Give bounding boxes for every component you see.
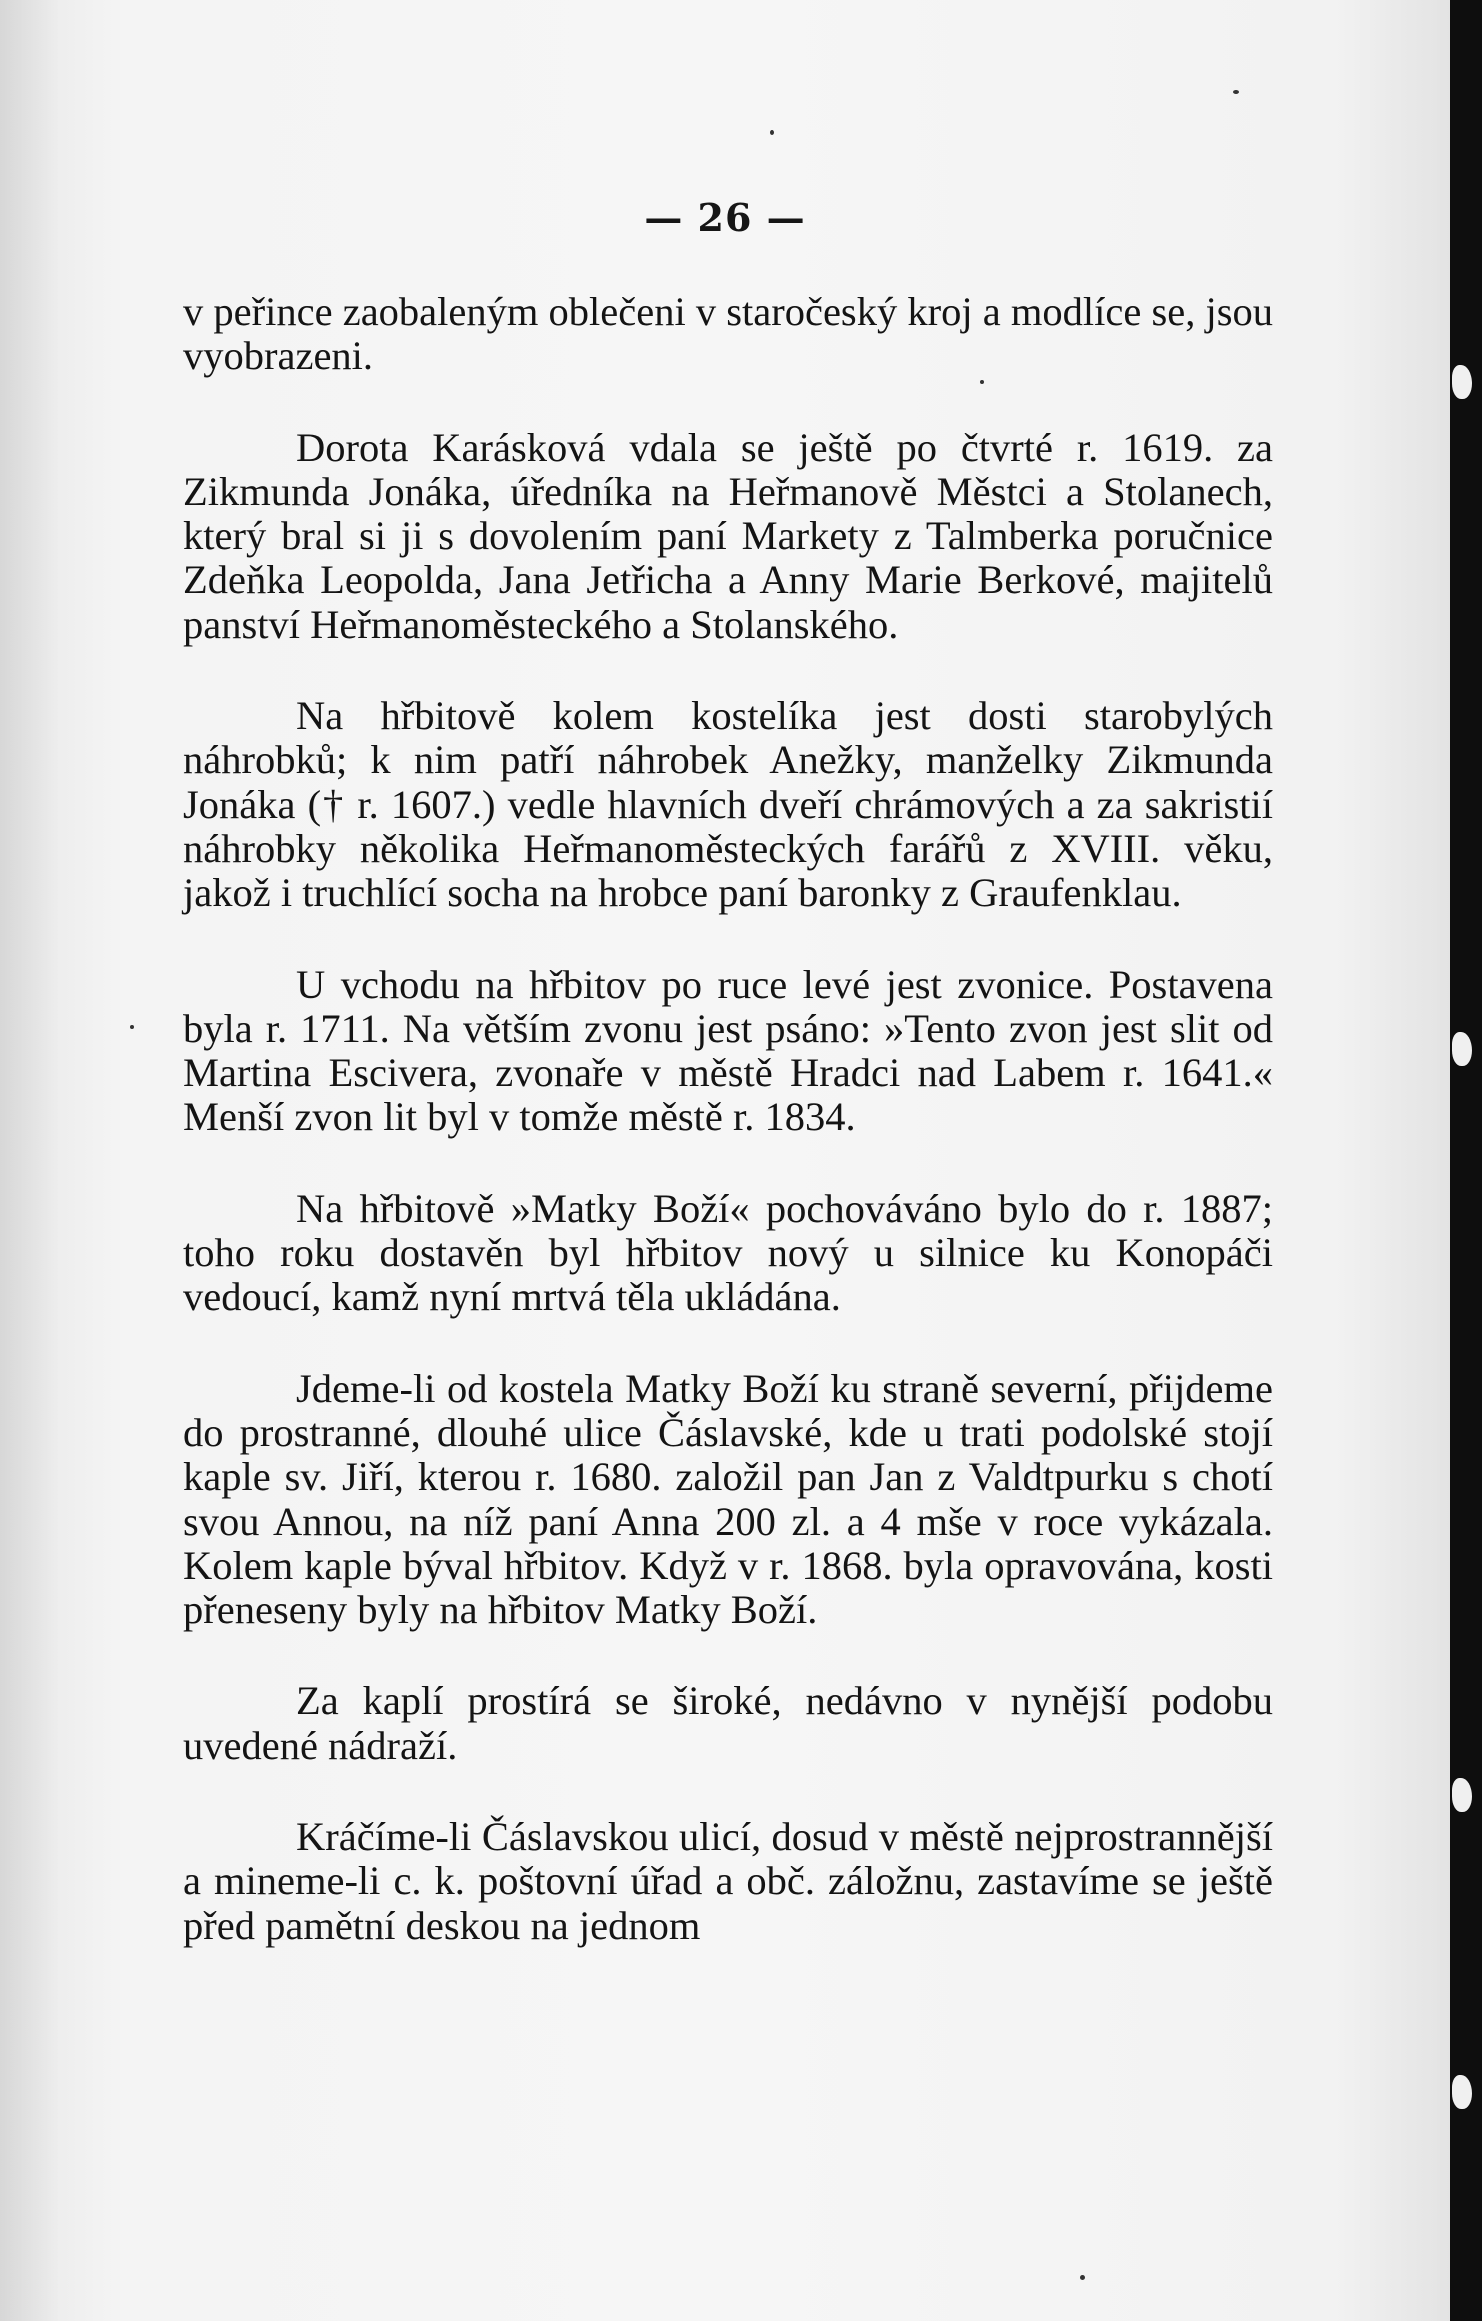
scan-edge-mark (1452, 1032, 1472, 1066)
print-speck (770, 130, 774, 135)
paragraph-cemetery-tombstones: Na hřbitově kolem kostelíka jest dosti starobylých náhrobků; k nim patří náhrobek Anežky, manželky Zikmunda Jonáka († r. 1607.) vedle hlavních dveří chrámových a za sakristií náhrobky několika Heřmanoměsteckých farářů z XVIII. věku, jakož i truchlící socha na hrobce paní baronky z Graufenklau. (183, 693, 1273, 916)
print-speck (980, 380, 984, 384)
paragraph-continued: v peřince zaobaleným oblečeni v staročeský kroj a modlíce se, jsou vyobrazeni. (183, 289, 1273, 379)
scan-edge-mark (1452, 365, 1472, 399)
body-text (183, 290, 1273, 1948)
scan-edge (1450, 0, 1482, 2321)
print-speck (130, 1025, 134, 1029)
paragraph-railway-station: Za kaplí prostírá se široké, nedávno v nynější podobu uvedené nádraží. (183, 1678, 1273, 1768)
page-number: — 26 — (644, 195, 806, 240)
paragraph-bell-tower: U vchodu na hřbitov po ruce levé jest zvonice. Postavena byla r. 1711. Na větším zvonu jest psáno: »Tento zvon jest slit od Martina Escivera, zvonaře v městě Hradci nad Labem r. 1641.« Menší zvon lit byl v tomže městě r. 1834. (183, 961, 1273, 1140)
print-speck (1080, 2275, 1085, 2280)
spine-shadow (0, 0, 60, 2321)
print-speck (1233, 90, 1239, 94)
paragraph-caslavska-street: Kráčíme-li Čáslavskou ulicí, dosud v městě nejprostrannější a mineme-li c. k. poštovní úřad a obč. záložnu, zastavíme se ještě před pamětní deskou na jednom (183, 1814, 1273, 1948)
paragraph-cemetery-matky-bozi: Na hřbitově »Matky Boží« pochováváno bylo do r. 1887; toho roku dostavěn byl hřbitov nový u silnice ku Konopáči vedoucí, kamž nyní mrtvá těla ukládána. (183, 1185, 1273, 1320)
scan-edge-mark (1452, 1778, 1472, 1812)
paragraph-chapel-sv-jiri: Jdeme-li od kostela Matky Boží ku straně severní, přijdeme do prostranné, dlouhé ulice Čáslavské, kde u trati podolské stojí kaple sv. Jiří, kterou r. 1680. založil pan Jan z Valdtpurku s chotí svou Annou, na níž paní Anna 200 zl. a 4 mše v roce vykázala. Kolem kaple býval hřbitov. Když v r. 1868. byla opravována, kosti přeneseny byly na hřbitov Matky Boží. (183, 1365, 1273, 1633)
paragraph-dorota-karaskova: Dorota Karásková vdala se ještě po čtvrté r. 1619. za Zikmunda Jonáka, úředníka na Heřmanově Městci a Stolanech, který bral si ji s dovolením paní Markety z Talmberka poručnice Zdeňka Leopolda, Jana Jetřicha a Anny Marie Berkové, majitelů panství Heřmanoměsteckého a Stolanského. (183, 424, 1273, 647)
scan-edge-mark (1452, 2075, 1472, 2109)
